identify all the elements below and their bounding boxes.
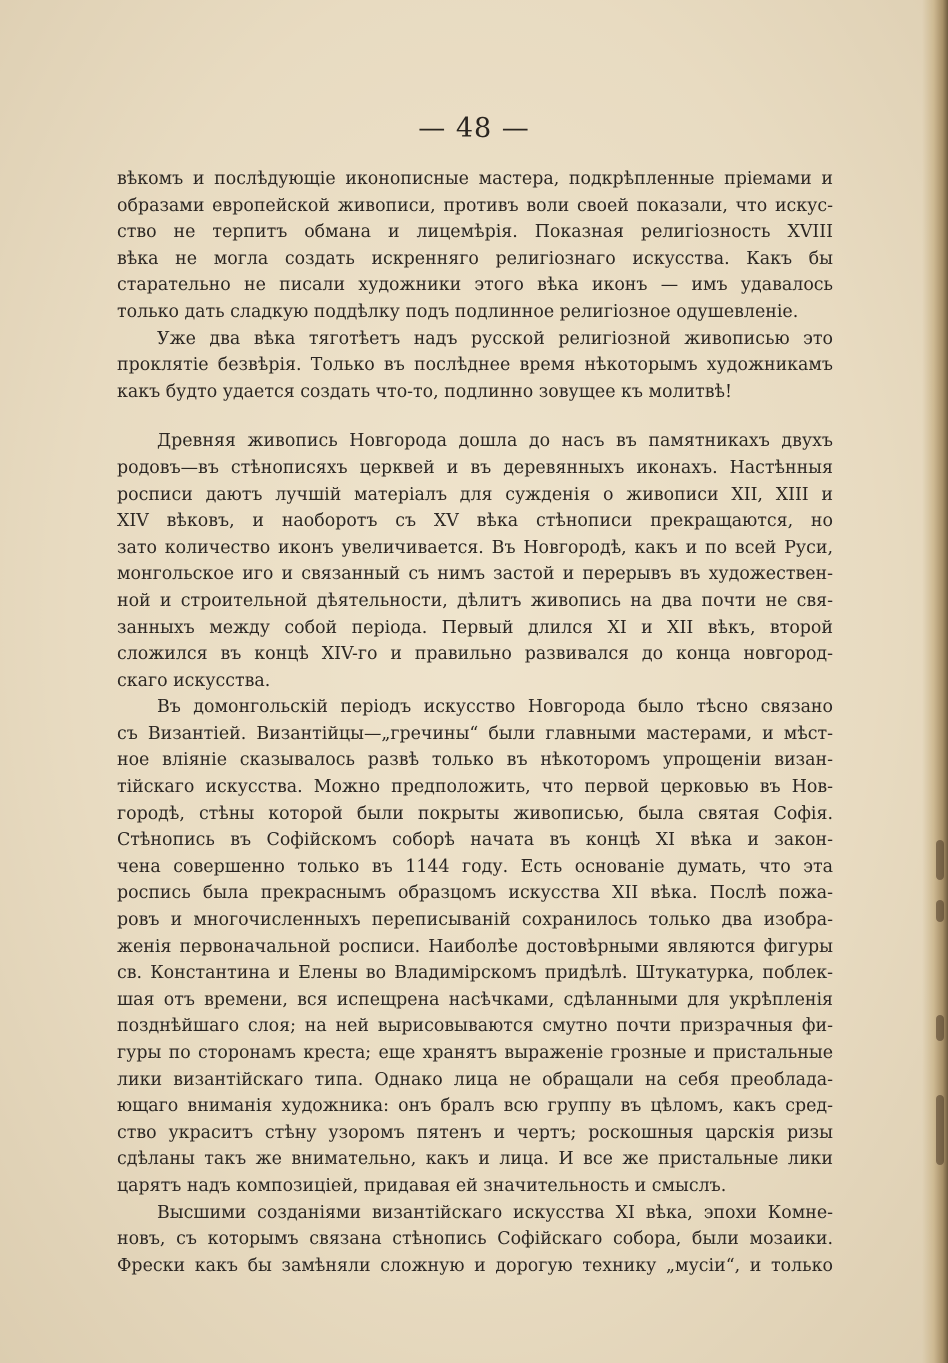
paragraph bbox=[117, 1200, 833, 1280]
paragraph bbox=[117, 166, 833, 326]
text-line: ющаго вниманія художника: онъ бралъ всю группу въ цѣломъ, какъ сред- bbox=[117, 1096, 833, 1117]
text-line: вѣка не могла создать искренняго религіознаго искусства. Какъ бы bbox=[117, 248, 833, 269]
text-line: вѣкомъ и послѣдующіе иконописные мастера, подкрѣпленные пріемами и bbox=[117, 169, 833, 189]
text-line: занныхъ между собой періода. Первый длился XI и XII вѣкъ, второй bbox=[117, 617, 833, 638]
text-line: шая отъ времени, вся испещрена насѣчками, сдѣланными для укрѣпленія bbox=[117, 989, 833, 1010]
text-line: Фрески какъ бы замѣняли сложную и дорогую технику „мусіи“, и только bbox=[117, 1255, 833, 1276]
text-line: только дать сладкую поддѣлку подъ подлинное религіозное одушевленіе. bbox=[117, 301, 799, 322]
edge-stain-mark bbox=[936, 900, 944, 922]
text-line: проклятіе безвѣрія. Только въ послѣднее время нѣкоторымъ художникамъ bbox=[117, 355, 833, 376]
page-number: — 48 — bbox=[418, 113, 530, 144]
edge-stain-mark bbox=[936, 840, 944, 880]
text-line: Уже два вѣка тяготѣетъ надъ русской религіозной живописью это bbox=[157, 328, 833, 349]
text-line: св. Константина и Елены во Владимірскомъ придѣлѣ. Штукатурка, поблек- bbox=[117, 963, 833, 984]
text-line: гуры по сторонамъ креста; еще хранятъ выраженіе грозные и пристальные bbox=[117, 1043, 833, 1063]
text-line: сдѣланы такъ же внимательно, какъ и лица. И все же пристальные лики bbox=[117, 1149, 833, 1170]
paragraph bbox=[117, 694, 833, 1199]
page-edge-shadow bbox=[922, 0, 948, 1363]
text-line: ное вліяніе сказывалось развѣ только въ нѣкоторомъ упрощеніи визан- bbox=[117, 750, 833, 771]
text-line: Древняя живопись Новгорода дошла до насъ въ памятникахъ двухъ bbox=[157, 431, 833, 452]
text-line: городѣ, стѣны которой были покрыты живописью, была святая Софія. bbox=[117, 803, 833, 824]
text-line: старательно не писали художники этого вѣка иконъ — имъ удавалось bbox=[117, 275, 833, 296]
text-line: скаго искусства. bbox=[117, 670, 271, 691]
text-line: XIV вѣковъ, и наоборотъ съ XV вѣка стѣнописи прекращаются, но bbox=[117, 511, 833, 532]
text-line: зато количество иконъ увеличивается. Въ Новгородѣ, какъ и по всей Руси, bbox=[117, 537, 833, 558]
edge-stain-mark bbox=[936, 1095, 944, 1165]
text-line: родовъ—въ стѣнописяхъ церквей и въ деревянныхъ иконахъ. Настѣнныя bbox=[117, 457, 833, 478]
text-line: новъ, съ которымъ связана стѣнопись Софійскаго собора, были мозаики. bbox=[117, 1229, 833, 1250]
text-line: съ Византіей. Византійцы—„гречины“ были главными мастерами, и мѣст- bbox=[117, 723, 833, 744]
text-line: роспись была прекраснымъ образцомъ искусства XII вѣка. Послѣ пожа- bbox=[117, 883, 833, 904]
text-line: Стѣнопись въ Софійскомъ соборѣ начата въ концѣ XI вѣка и закон- bbox=[117, 830, 833, 851]
text-line: женія первоначальной росписи. Наиболѣе достовѣрными являются фигуры bbox=[117, 936, 833, 957]
text-line: чена совершенно только въ 1144 году. Есть основаніе думать, что эта bbox=[117, 856, 833, 877]
text-line: ной и строительной дѣятельности, дѣлитъ живопись на два почти не свя- bbox=[117, 590, 833, 611]
text-line: монгольское иго и связанный съ нимъ застой и перерывъ въ художествен- bbox=[117, 564, 833, 585]
text-line: росписи даютъ лучшій матеріалъ для сужденія о живописи XII, XIII и bbox=[117, 484, 833, 505]
text-line: царятъ надъ композиціей, придавая ей значительность и смыслъ. bbox=[117, 1175, 727, 1196]
body-text bbox=[117, 166, 833, 1279]
text-line: лики византійскаго типа. Однако лица не обращали на себя преоблада- bbox=[117, 1069, 833, 1090]
text-line: сложился въ концѣ XIV-го и правильно развивался до конца новгород- bbox=[117, 644, 833, 665]
paragraph bbox=[117, 326, 833, 406]
edge-stain-mark bbox=[936, 1015, 944, 1041]
paragraph bbox=[117, 428, 833, 694]
text-line: тійскаго искусства. Можно предположить, что первой церковью въ Нов- bbox=[117, 777, 833, 798]
text-line: образами европейской живописи, противъ воли своей показали, что искус- bbox=[117, 195, 833, 216]
text-line: позднѣйшаго слоя; на ней вырисовываются смутно почти призрачныя фи- bbox=[117, 1016, 833, 1037]
section-break bbox=[117, 405, 833, 428]
text-line: Высшими созданіями византійскаго искусства XI вѣка, эпохи Комне- bbox=[157, 1202, 833, 1223]
text-line: ровъ и многочисленныхъ переписываній сохранилось только два изобра- bbox=[117, 910, 833, 931]
text-line: Въ домонгольскій періодъ искусство Новгорода было тѣсно связано bbox=[157, 697, 833, 718]
text-line: ство не терпитъ обмана и лицемѣрія. Показная религіозность XVIII bbox=[117, 222, 833, 243]
text-line: какъ будто удается создать что-то, подлинно зовущее къ молитвѣ! bbox=[117, 381, 733, 402]
text-line: ство украситъ стѣну узоромъ пятенъ и чертъ; роскошныя царскія ризы bbox=[117, 1122, 833, 1143]
